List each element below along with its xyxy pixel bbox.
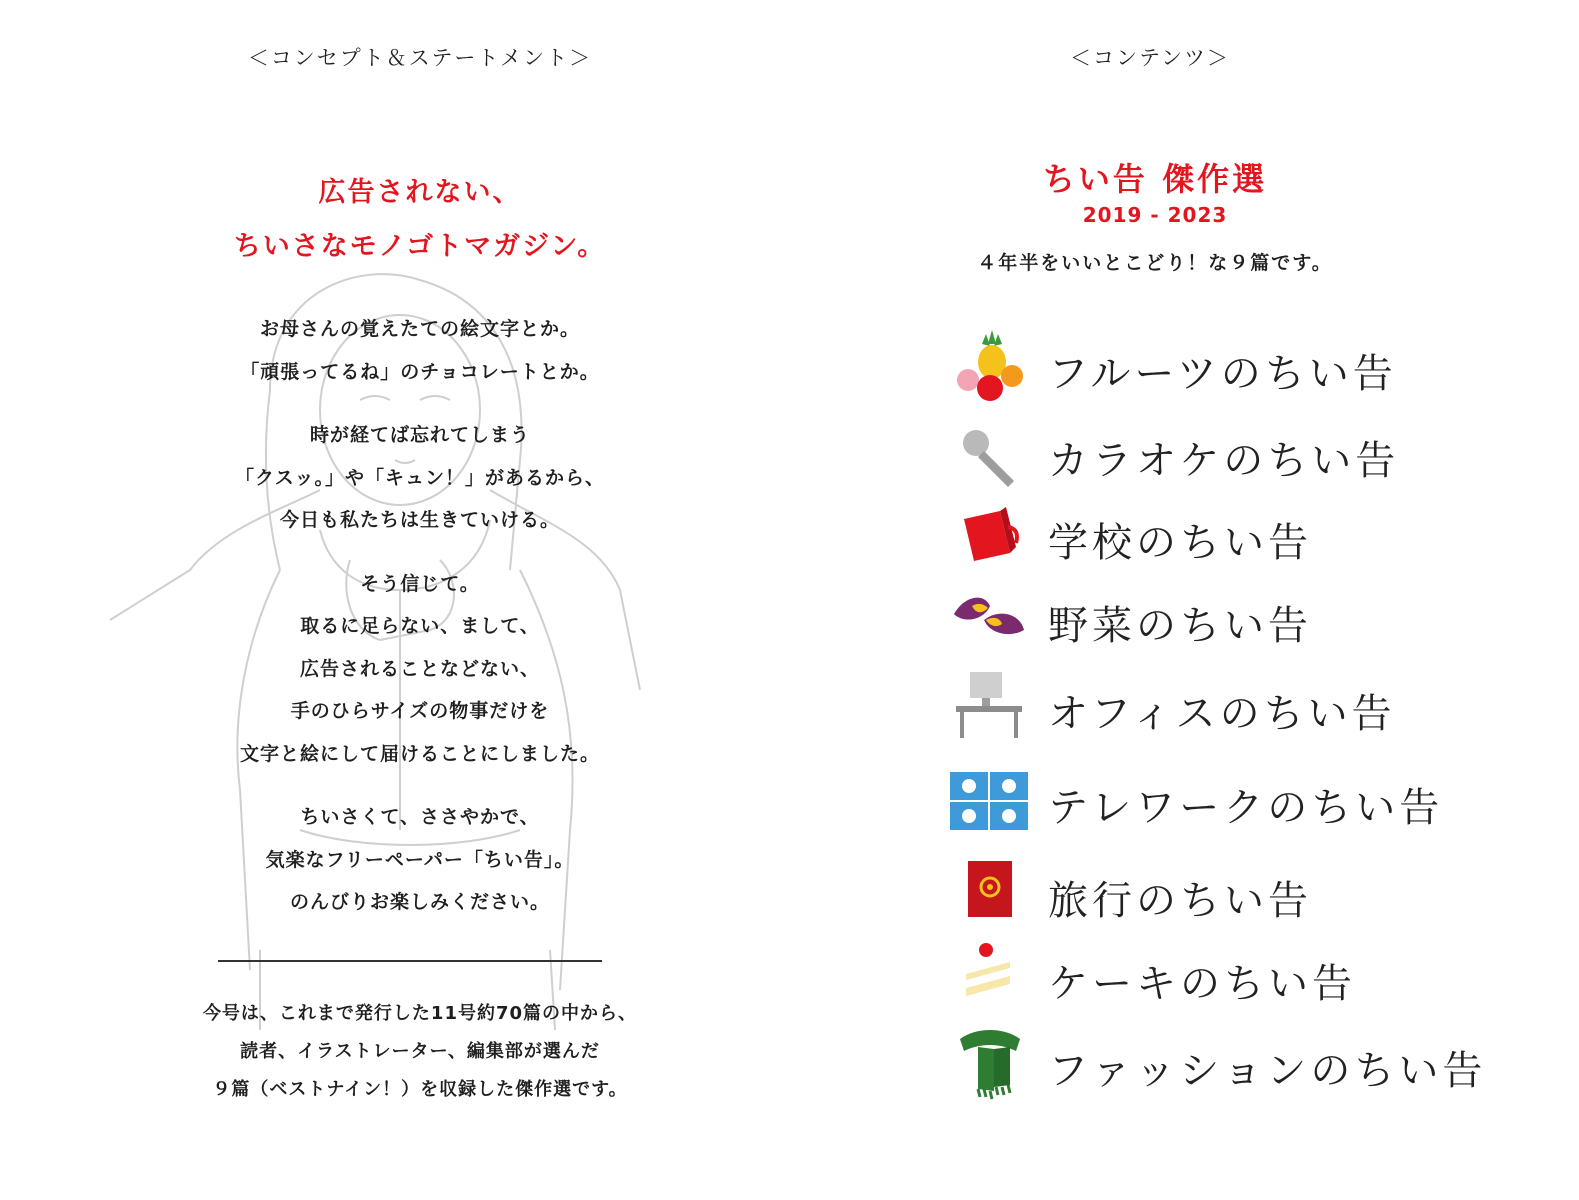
note-line: 今号は、これまで発行した11号約70篇の中から、 xyxy=(202,1003,638,1024)
toc-item-school[interactable] xyxy=(950,497,1430,577)
passport-icon xyxy=(950,855,1030,935)
toc-item-office[interactable] xyxy=(950,668,1430,748)
toc-item-vegetable[interactable] xyxy=(950,580,1430,660)
contents-subtitle: ４年半をいいとこどり！な９篇です。 xyxy=(977,252,1333,274)
statement-line: のんびりお楽しみください。 xyxy=(289,891,550,913)
toc-label: ケーキのちい告 xyxy=(1048,961,1356,1007)
toc-label: 旅行のちい告 xyxy=(1048,878,1312,924)
cake-icon xyxy=(950,938,1030,1018)
statement-line: ちいさくて、ささやかで、 xyxy=(300,806,540,828)
statement-line: 広告されることなどない、 xyxy=(299,657,540,680)
microphone-icon xyxy=(950,415,1030,495)
statement-line: お母さんの覚えたての絵文字とか。 xyxy=(259,318,580,340)
contents-section-label: ＜コンテンツ＞ xyxy=(1070,46,1230,70)
sweet-potato-icon xyxy=(950,580,1030,660)
statement-line: 今日も私たちは生きていける。 xyxy=(279,509,560,531)
toc-item-travel[interactable] xyxy=(950,855,1430,935)
section-divider xyxy=(218,960,602,962)
toc-label: カラオケのちい告 xyxy=(1048,438,1400,484)
toc-label: ファッションのちい告 xyxy=(1048,1048,1487,1094)
statement-line: 文字と絵にして届けることにしました。 xyxy=(239,742,600,765)
statement-line: 手のひらサイズの物事だけを xyxy=(290,700,550,722)
statement-line: 取るに足らない、まして、 xyxy=(300,615,540,637)
contents-title: ちい告 傑作選 xyxy=(1042,160,1268,198)
office-desk-icon xyxy=(950,668,1030,748)
contents-column xyxy=(860,0,1579,1200)
toc-item-telework[interactable] xyxy=(950,762,1444,842)
headline-line-2: ちいさなモノゴトマガジン。 xyxy=(233,231,607,262)
toc-item-karaoke[interactable] xyxy=(950,415,1430,495)
telework-icon xyxy=(950,762,1030,842)
statement-line: 「頑張ってるね」のチョコレートとか。 xyxy=(240,360,600,383)
toc-label: オフィスのちい告 xyxy=(1048,691,1396,737)
toc-item-fruit[interactable] xyxy=(950,328,1430,408)
concept-headline xyxy=(0,166,840,274)
statement-paragraph-3 xyxy=(0,563,840,776)
statement-paragraph-2 xyxy=(0,414,840,542)
issue-note xyxy=(0,995,840,1109)
toc-item-fashion[interactable] xyxy=(950,1025,1487,1105)
statement-line: そう信じて。 xyxy=(360,572,480,595)
toc-label: テレワークのちい告 xyxy=(1048,785,1444,831)
toc-item-cake[interactable] xyxy=(950,938,1430,1018)
fruit-icon xyxy=(950,328,1030,408)
toc-label: 学校のちい告 xyxy=(1048,520,1312,566)
concept-statement xyxy=(0,308,840,945)
school-bag-icon xyxy=(950,497,1030,577)
note-line: 読者、イラストレーター、編集部が選んだ xyxy=(240,1041,600,1062)
toc-label: フルーツのちい告 xyxy=(1048,351,1397,397)
scarf-icon xyxy=(950,1025,1030,1105)
statement-paragraph-1 xyxy=(0,308,840,393)
contents-years: 2019 - 2023 xyxy=(1082,203,1228,227)
statement-paragraph-4 xyxy=(0,796,840,924)
note-line: ９篇（ベストナイン！）を収録した傑作選です。 xyxy=(212,1079,628,1100)
headline-line-1: 広告されない、 xyxy=(318,177,522,208)
concept-section-label: ＜コンセプト＆ステートメント＞ xyxy=(247,46,593,70)
toc-label: 野菜のちい告 xyxy=(1048,603,1312,649)
statement-line: 気楽なフリーペーパー「ちい告」。 xyxy=(265,848,575,871)
statement-line: 「クスッ。」や「キュン！」があるから、 xyxy=(234,466,606,489)
statement-line: 時が経てば忘れてしまう xyxy=(309,424,530,446)
